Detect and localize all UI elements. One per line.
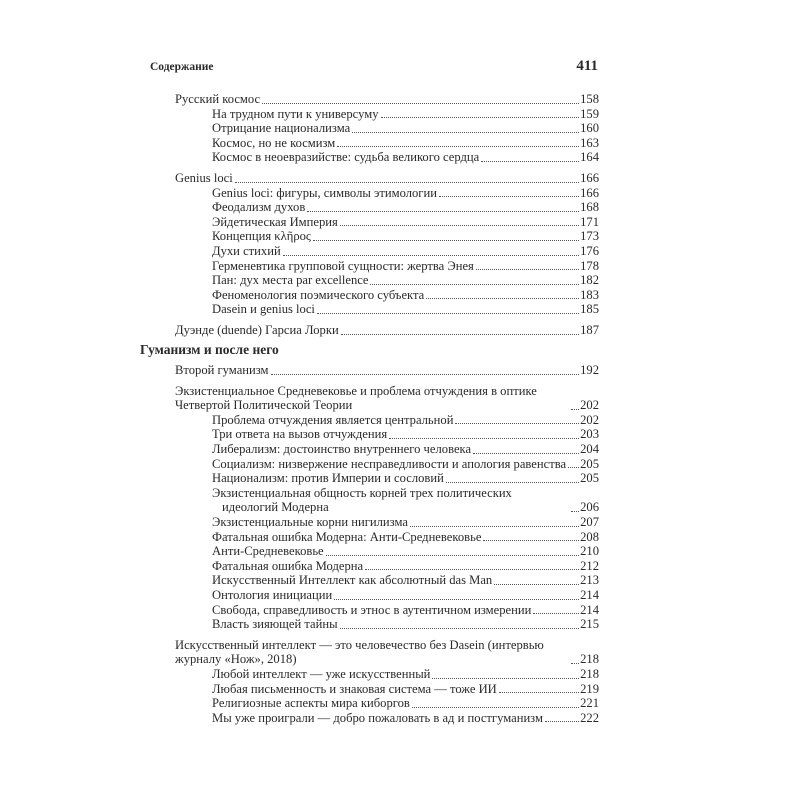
dot-leader [341, 334, 579, 335]
toc-entry [140, 682, 599, 697]
toc-entry [140, 215, 599, 230]
toc-entry-page: 210 [580, 544, 599, 559]
toc-entry-title: Отрицание национализма [212, 121, 351, 136]
dot-leader [545, 721, 579, 722]
toc-entry-page: 159 [580, 106, 599, 121]
toc-entry-page: 218 [580, 652, 599, 667]
toc-entry-page: 205 [580, 456, 599, 471]
toc-entry-page: 222 [580, 710, 599, 725]
toc-entry [140, 559, 599, 574]
toc-entry-page: 221 [580, 696, 599, 711]
toc-entry [140, 92, 599, 107]
dot-leader [499, 692, 579, 693]
toc-entry [140, 259, 599, 274]
toc-entry [140, 617, 599, 632]
toc-entry-title: Проблема отчуждения является центральной [212, 412, 454, 427]
dot-leader [494, 584, 579, 585]
toc-entry-page: 171 [580, 214, 599, 229]
toc-entry-title: Космос, но не космизм [212, 135, 336, 150]
toc-entry [140, 302, 599, 317]
toc-entry-page: 204 [580, 442, 599, 457]
toc-entry-title: Концепция κλῆρος [212, 229, 311, 244]
toc-entry-title: Космос в неоевразийстве: судьба великого сердца [212, 150, 480, 165]
toc-entry-page: 160 [580, 121, 599, 136]
toc-entry [140, 530, 599, 545]
toc-entry-page: 185 [580, 302, 599, 317]
toc-entry-page: 206 [580, 500, 599, 515]
toc-entry-page: 202 [580, 412, 599, 427]
toc-entry-title: Феноменология поэмического субъекта [212, 287, 425, 302]
dot-leader [439, 196, 579, 197]
toc-entry [140, 136, 599, 151]
toc-entry-title: Экзистенциальные корни нигилизма [212, 515, 408, 530]
toc-entry [140, 711, 599, 726]
dot-leader [571, 409, 579, 410]
toc-entry-page: 208 [580, 529, 599, 544]
dot-leader [412, 707, 579, 708]
toc-entry-title: На трудном пути к универсуму [212, 106, 379, 121]
toc-entry-page: 164 [580, 150, 599, 165]
toc-entry-title: Онтология инициации [212, 588, 333, 602]
dot-leader [340, 628, 580, 629]
toc-entry [140, 471, 599, 486]
toc-entry-page: 168 [580, 200, 599, 215]
toc-entry-page: 214 [580, 588, 599, 602]
toc-entry [140, 200, 599, 215]
toc-entry-page: 166 [580, 170, 599, 185]
toc-entry-page: 158 [580, 92, 599, 106]
toc-entry-page: 207 [580, 515, 599, 530]
toc-entry-page: 163 [580, 135, 599, 150]
dot-leader [473, 453, 579, 454]
toc-entry-title: Экзистенциальная общность корней трех политических идеологий Модерна [212, 485, 512, 515]
toc-entry-page: 183 [580, 287, 599, 302]
toc-entry-title: Либерализм: достоинство внутреннего человека [212, 442, 472, 457]
toc-entry [140, 413, 599, 428]
toc-entry [140, 363, 599, 378]
dot-leader [483, 540, 579, 541]
toc-entry-title: Духи стихий [212, 243, 281, 258]
dot-leader [271, 374, 580, 375]
toc-entry-title: Три ответа на вызов отчуждения [212, 427, 388, 442]
toc-entry-title: Власть зияющей тайны [212, 617, 338, 632]
toc-entry [140, 588, 599, 603]
toc-entry [140, 603, 599, 618]
toc-entry [140, 638, 599, 667]
toc-entry-title: Genius loci: фигуры, символы этимологии [212, 185, 437, 200]
toc-entry-page: 203 [580, 427, 599, 442]
dot-leader [334, 599, 579, 600]
toc-entry-page: 205 [580, 471, 599, 486]
toc-entry [140, 442, 599, 457]
toc-entry [140, 121, 599, 136]
toc-entry-page: 178 [580, 258, 599, 273]
section-heading [140, 343, 599, 358]
dot-leader [455, 423, 579, 424]
toc-entry [140, 384, 599, 413]
toc-entry [140, 244, 599, 259]
toc-entry-title: Искусственный Интеллект как абсолютный das Man [212, 573, 493, 588]
dot-leader [340, 225, 579, 226]
toc-entry-title: Герменевтика групповой сущности: жертва Энея [212, 258, 474, 273]
dot-leader [426, 298, 579, 299]
toc-entry-title: Пан: дух места par excellence [212, 273, 369, 288]
dot-leader [235, 182, 579, 183]
toc-entry-title: Феодализм духов [212, 200, 306, 215]
toc-entry [140, 696, 599, 711]
dot-leader [337, 146, 579, 147]
running-header [150, 58, 598, 75]
toc-entry-title: Второй гуманизм [175, 363, 269, 378]
toc-entry-title: Любой интеллект — уже искусственный [212, 666, 431, 681]
toc-entry [140, 486, 599, 515]
toc-entry-title: Фатальная ошибка Модерна: Анти-Средневековье [212, 529, 482, 544]
dot-leader [326, 555, 579, 556]
toc-entry-page: 214 [580, 602, 599, 617]
page-number: 411 [576, 58, 598, 74]
toc-entry-page: 176 [580, 243, 599, 258]
toc-entry [140, 107, 599, 122]
toc-entry-title: Искусственный интеллект — это человечество без Dasein (интервью журналу «Нож», 2018) [175, 637, 544, 667]
dot-leader [370, 284, 579, 285]
toc-entry-title: Социализм: низвержение несправедливости и апология равенства [212, 456, 567, 471]
dot-leader [283, 255, 579, 256]
dot-leader [317, 313, 579, 314]
running-header-title: Содержание [150, 61, 214, 73]
toc-entry [140, 323, 599, 338]
dot-leader [307, 211, 579, 212]
toc-entry-page: 192 [580, 363, 599, 378]
toc-entry-page: 173 [580, 229, 599, 244]
toc-entry-page: 202 [580, 398, 599, 413]
toc-entry-page: 218 [580, 666, 599, 681]
toc-entry-title: Свобода, справедливость и этнос в аутентичном измерении [212, 602, 532, 617]
toc-entry-title: Эйдетическая Империя [212, 214, 338, 229]
dot-leader [476, 269, 579, 270]
dot-leader [352, 132, 579, 133]
toc-entry-title: Гуманизм и после него [140, 341, 279, 357]
toc-entry [140, 667, 599, 682]
dot-leader [262, 103, 579, 104]
table-of-contents [140, 89, 599, 725]
toc-entry-page: 182 [580, 273, 599, 288]
dot-leader [432, 678, 579, 679]
toc-entry [140, 273, 599, 288]
toc-entry-title: Genius loci [175, 170, 233, 185]
dot-leader [389, 438, 579, 439]
dot-leader [410, 526, 579, 527]
dot-leader [571, 511, 579, 512]
toc-entry [140, 229, 599, 244]
toc-entry-title: Анти-Средневековье [212, 544, 324, 559]
toc-entry-title: Дуэнде (duende) Гарсиа Лорки [175, 322, 339, 337]
dot-leader [568, 467, 579, 468]
toc-entry-title: Мы уже проиграли — добро пожаловать в ад и постгуманизм [212, 710, 543, 725]
toc-entry-page: 213 [580, 573, 599, 588]
toc-entry-page: 215 [580, 617, 599, 632]
toc-entry [140, 171, 599, 186]
toc-entry-page: 219 [580, 681, 599, 696]
dot-leader [571, 663, 579, 664]
toc-entry [140, 186, 599, 201]
dot-leader [313, 240, 579, 241]
toc-entry-page: 212 [580, 558, 599, 573]
toc-entry [140, 427, 599, 442]
toc-entry-title: Религиозные аспекты мира киборгов [212, 696, 410, 711]
toc-entry-title: Dasein и genius loci [212, 302, 315, 317]
toc-entry [140, 150, 599, 165]
dot-leader [381, 117, 580, 118]
toc-entry [140, 457, 599, 472]
dot-leader [365, 569, 579, 570]
toc-entry-page: 187 [580, 322, 599, 337]
toc-entry-title: Фатальная ошибка Модерна [212, 558, 364, 573]
dot-leader [481, 161, 579, 162]
toc-entry-title: Экзистенциальное Средневековье и проблема отчуждения в оптике Четвертой Политической Теории [175, 383, 537, 413]
toc-entry-title: Любая письменность и знаковая система — тоже ИИ [212, 681, 497, 696]
dot-leader [533, 613, 579, 614]
toc-entry [140, 288, 599, 303]
toc-entry [140, 544, 599, 559]
toc-entry-title: Национализм: против Империи и сословий [212, 471, 444, 486]
toc-entry [140, 515, 599, 530]
dot-leader [446, 482, 579, 483]
toc-entry-page: 166 [580, 185, 599, 200]
toc-entry-title: Русский космос [175, 92, 261, 106]
toc-entry [140, 573, 599, 588]
